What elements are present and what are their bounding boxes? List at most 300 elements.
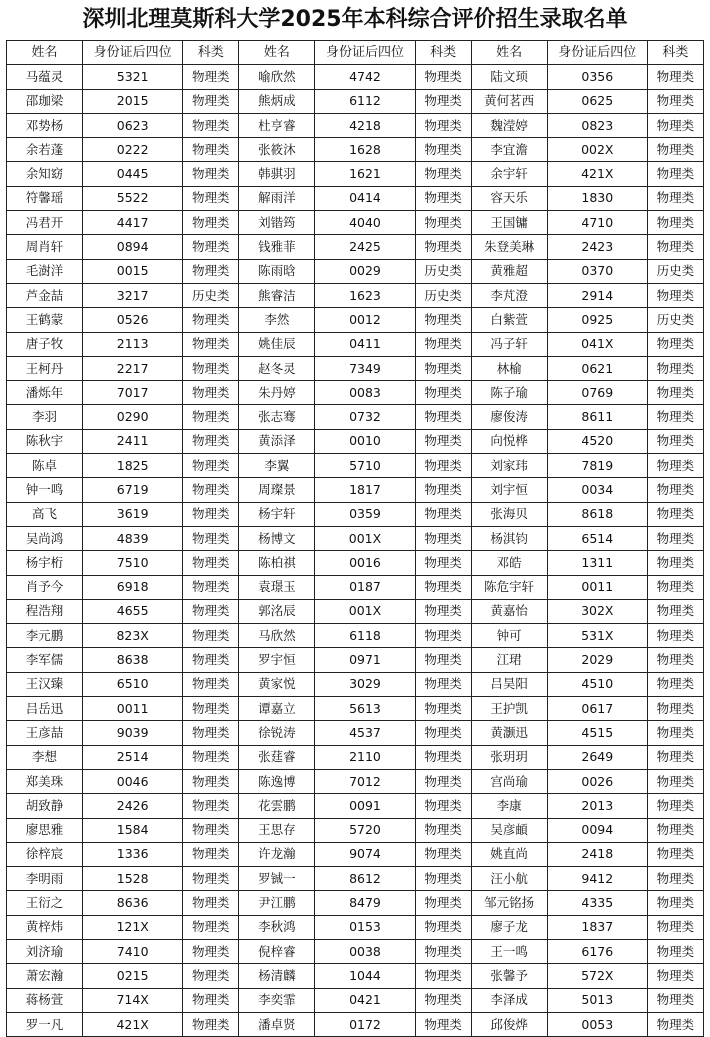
table-row: [7, 454, 704, 478]
id-last-four-cell: 1623: [315, 283, 415, 307]
header-id-2: 身份证后四位: [315, 41, 415, 65]
table-row: [7, 599, 704, 623]
id-last-four-cell: 2029: [547, 648, 647, 672]
student-name-cell: 姚直尚: [471, 842, 547, 866]
id-last-four-cell: 0172: [315, 1012, 415, 1036]
id-last-four-cell: 2113: [83, 332, 183, 356]
category-cell: 物理类: [415, 502, 471, 526]
category-cell: 物理类: [183, 818, 239, 842]
id-last-four-cell: 7017: [83, 381, 183, 405]
student-name-cell: 宫尚瑜: [471, 769, 547, 793]
id-last-four-cell: 572X: [547, 964, 647, 988]
id-last-four-cell: 0411: [315, 332, 415, 356]
table-row: [7, 1012, 704, 1036]
id-last-four-cell: 0083: [315, 381, 415, 405]
student-name-cell: 王衍之: [7, 891, 83, 915]
table-row: [7, 332, 704, 356]
category-cell: 物理类: [415, 891, 471, 915]
student-name-cell: 杜亨睿: [239, 113, 315, 137]
student-name-cell: 李明雨: [7, 867, 83, 891]
id-last-four-cell: 302X: [547, 599, 647, 623]
table-row: [7, 915, 704, 939]
student-name-cell: 袁璟玉: [239, 575, 315, 599]
id-last-four-cell: 6176: [547, 939, 647, 963]
category-cell: 物理类: [415, 113, 471, 137]
id-last-four-cell: 0971: [315, 648, 415, 672]
student-name-cell: 王柯丹: [7, 356, 83, 380]
id-last-four-cell: 5321: [83, 65, 183, 89]
category-cell: 物理类: [415, 308, 471, 332]
category-cell: 物理类: [415, 138, 471, 162]
table-row: [7, 478, 704, 502]
category-cell: 物理类: [415, 405, 471, 429]
id-last-four-cell: 7349: [315, 356, 415, 380]
student-name-cell: 肖予今: [7, 575, 83, 599]
category-cell: 物理类: [415, 381, 471, 405]
student-name-cell: 李元鹏: [7, 624, 83, 648]
id-last-four-cell: 0038: [315, 939, 415, 963]
id-last-four-cell: 0053: [547, 1012, 647, 1036]
student-name-cell: 陈秋宇: [7, 429, 83, 453]
table-header-row: [7, 41, 704, 65]
student-name-cell: 黄雅超: [471, 259, 547, 283]
student-name-cell: 刘锴筠: [239, 211, 315, 235]
category-cell: 物理类: [415, 648, 471, 672]
student-name-cell: 熊炳成: [239, 89, 315, 113]
id-last-four-cell: 4510: [547, 672, 647, 696]
id-last-four-cell: 0925: [547, 308, 647, 332]
student-name-cell: 徐锐涛: [239, 721, 315, 745]
student-name-cell: 李奕霏: [239, 988, 315, 1012]
category-cell: 物理类: [415, 745, 471, 769]
student-name-cell: 林榆: [471, 356, 547, 380]
student-name-cell: 刘宇恒: [471, 478, 547, 502]
category-cell: 物理类: [183, 1012, 239, 1036]
category-cell: 物理类: [415, 818, 471, 842]
id-last-four-cell: 6118: [315, 624, 415, 648]
table-row: [7, 818, 704, 842]
student-name-cell: 黄添泽: [239, 429, 315, 453]
category-cell: 历史类: [647, 308, 703, 332]
id-last-four-cell: 5613: [315, 697, 415, 721]
id-last-four-cell: 0359: [315, 502, 415, 526]
id-last-four-cell: 1528: [83, 867, 183, 891]
id-last-four-cell: 0026: [547, 769, 647, 793]
id-last-four-cell: 1336: [83, 842, 183, 866]
student-name-cell: 邵珈梁: [7, 89, 83, 113]
id-last-four-cell: 714X: [83, 988, 183, 1012]
id-last-four-cell: 3619: [83, 502, 183, 526]
id-last-four-cell: 7819: [547, 454, 647, 478]
category-cell: 物理类: [415, 721, 471, 745]
student-name-cell: 毛澍洋: [7, 259, 83, 283]
student-name-cell: 王一鸣: [471, 939, 547, 963]
category-cell: 物理类: [183, 648, 239, 672]
id-last-four-cell: 9039: [83, 721, 183, 745]
id-last-four-cell: 1621: [315, 162, 415, 186]
id-last-four-cell: 7510: [83, 551, 183, 575]
student-name-cell: 张筱沐: [239, 138, 315, 162]
category-cell: 物理类: [415, 478, 471, 502]
category-cell: 物理类: [647, 381, 703, 405]
student-name-cell: 潘卓贤: [239, 1012, 315, 1036]
category-cell: 物理类: [183, 939, 239, 963]
id-last-four-cell: 2426: [83, 794, 183, 818]
student-name-cell: 李羽: [7, 405, 83, 429]
student-name-cell: 姚佳辰: [239, 332, 315, 356]
category-cell: 物理类: [183, 964, 239, 988]
student-name-cell: 廖思雅: [7, 818, 83, 842]
table-row: [7, 283, 704, 307]
id-last-four-cell: 0894: [83, 235, 183, 259]
id-last-four-cell: 3029: [315, 672, 415, 696]
category-cell: 物理类: [183, 575, 239, 599]
category-cell: 物理类: [415, 599, 471, 623]
student-name-cell: 陈子瑜: [471, 381, 547, 405]
id-last-four-cell: 2411: [83, 429, 183, 453]
student-name-cell: 潘烁年: [7, 381, 83, 405]
student-name-cell: 陆文顼: [471, 65, 547, 89]
student-name-cell: 马蕴灵: [7, 65, 83, 89]
table-row: [7, 89, 704, 113]
id-last-four-cell: 001X: [315, 526, 415, 550]
id-last-four-cell: 823X: [83, 624, 183, 648]
category-cell: 物理类: [183, 842, 239, 866]
id-last-four-cell: 4040: [315, 211, 415, 235]
id-last-four-cell: 0623: [83, 113, 183, 137]
id-last-four-cell: 0012: [315, 308, 415, 332]
id-last-four-cell: 2217: [83, 356, 183, 380]
category-cell: 物理类: [415, 332, 471, 356]
student-name-cell: 张志骞: [239, 405, 315, 429]
category-cell: 物理类: [415, 65, 471, 89]
student-name-cell: 蒋杨萱: [7, 988, 83, 1012]
table-row: [7, 794, 704, 818]
id-last-four-cell: 0617: [547, 697, 647, 721]
student-name-cell: 花雲鹏: [239, 794, 315, 818]
category-cell: 物理类: [647, 575, 703, 599]
category-cell: 物理类: [183, 551, 239, 575]
table-row: [7, 381, 704, 405]
category-cell: 历史类: [647, 259, 703, 283]
student-name-cell: 陈危宇轩: [471, 575, 547, 599]
student-name-cell: 李军儒: [7, 648, 83, 672]
table-row: [7, 988, 704, 1012]
id-last-four-cell: 0011: [547, 575, 647, 599]
student-name-cell: 冯子轩: [471, 332, 547, 356]
student-name-cell: 李翼: [239, 454, 315, 478]
id-last-four-cell: 0370: [547, 259, 647, 283]
category-cell: 物理类: [647, 842, 703, 866]
id-last-four-cell: 8611: [547, 405, 647, 429]
id-last-four-cell: 1837: [547, 915, 647, 939]
id-last-four-cell: 0823: [547, 113, 647, 137]
id-last-four-cell: 1830: [547, 186, 647, 210]
category-cell: 物理类: [415, 526, 471, 550]
id-last-four-cell: 1817: [315, 478, 415, 502]
id-last-four-cell: 9412: [547, 867, 647, 891]
category-cell: 物理类: [183, 599, 239, 623]
id-last-four-cell: 4335: [547, 891, 647, 915]
id-last-four-cell: 2914: [547, 283, 647, 307]
table-row: [7, 138, 704, 162]
category-cell: 物理类: [647, 599, 703, 623]
category-cell: 物理类: [415, 89, 471, 113]
category-cell: 历史类: [415, 283, 471, 307]
id-last-four-cell: 5720: [315, 818, 415, 842]
id-last-four-cell: 6719: [83, 478, 183, 502]
student-name-cell: 魏滢婷: [471, 113, 547, 137]
category-cell: 物理类: [415, 697, 471, 721]
student-name-cell: 白紫萱: [471, 308, 547, 332]
category-cell: 物理类: [647, 89, 703, 113]
table-row: [7, 526, 704, 550]
category-cell: 物理类: [647, 672, 703, 696]
id-last-four-cell: 2423: [547, 235, 647, 259]
student-name-cell: 许龙瀚: [239, 842, 315, 866]
student-name-cell: 符馨瑶: [7, 186, 83, 210]
id-last-four-cell: 0732: [315, 405, 415, 429]
category-cell: 物理类: [415, 211, 471, 235]
category-cell: 物理类: [183, 89, 239, 113]
student-name-cell: 郭洺辰: [239, 599, 315, 623]
category-cell: 物理类: [647, 283, 703, 307]
id-last-four-cell: 4218: [315, 113, 415, 137]
category-cell: 物理类: [183, 526, 239, 550]
student-name-cell: 徐梓宸: [7, 842, 83, 866]
student-name-cell: 韩骐羽: [239, 162, 315, 186]
category-cell: 物理类: [647, 648, 703, 672]
category-cell: 物理类: [415, 162, 471, 186]
table-row: [7, 502, 704, 526]
header-id-3: 身份证后四位: [547, 41, 647, 65]
id-last-four-cell: 0016: [315, 551, 415, 575]
student-name-cell: 杨宇桁: [7, 551, 83, 575]
student-name-cell: 朱登美琳: [471, 235, 547, 259]
id-last-four-cell: 4515: [547, 721, 647, 745]
student-name-cell: 杨淇钧: [471, 526, 547, 550]
category-cell: 物理类: [647, 478, 703, 502]
student-name-cell: 萧宏瀚: [7, 964, 83, 988]
student-name-cell: 张莛睿: [239, 745, 315, 769]
category-cell: 物理类: [415, 1012, 471, 1036]
student-name-cell: 邓势杨: [7, 113, 83, 137]
table-row: [7, 235, 704, 259]
category-cell: 物理类: [183, 672, 239, 696]
student-name-cell: 邹元铭扬: [471, 891, 547, 915]
table-body: [7, 65, 704, 1037]
table-row: [7, 624, 704, 648]
category-cell: 物理类: [183, 988, 239, 1012]
student-name-cell: 黄梓炜: [7, 915, 83, 939]
header-id-1: 身份证后四位: [83, 41, 183, 65]
category-cell: 物理类: [647, 454, 703, 478]
id-last-four-cell: 8636: [83, 891, 183, 915]
student-name-cell: 钱雅菲: [239, 235, 315, 259]
student-name-cell: 尹江鹏: [239, 891, 315, 915]
student-name-cell: 冯君开: [7, 211, 83, 235]
category-cell: 物理类: [183, 65, 239, 89]
student-name-cell: 王思存: [239, 818, 315, 842]
header-name-2: 姓名: [239, 41, 315, 65]
id-last-four-cell: 041X: [547, 332, 647, 356]
category-cell: 物理类: [415, 867, 471, 891]
id-last-four-cell: 6918: [83, 575, 183, 599]
table-row: [7, 745, 704, 769]
table-row: [7, 356, 704, 380]
student-name-cell: 余知窈: [7, 162, 83, 186]
id-last-four-cell: 0215: [83, 964, 183, 988]
category-cell: 物理类: [183, 454, 239, 478]
category-cell: 物理类: [415, 842, 471, 866]
category-cell: 物理类: [647, 624, 703, 648]
table-row: [7, 551, 704, 575]
category-cell: 物理类: [183, 381, 239, 405]
id-last-four-cell: 4520: [547, 429, 647, 453]
table-row: [7, 964, 704, 988]
category-cell: 物理类: [183, 721, 239, 745]
id-last-four-cell: 0222: [83, 138, 183, 162]
student-name-cell: 王国镛: [471, 211, 547, 235]
student-name-cell: 李想: [7, 745, 83, 769]
category-cell: 物理类: [183, 891, 239, 915]
id-last-four-cell: 1311: [547, 551, 647, 575]
table-row: [7, 405, 704, 429]
student-name-cell: 陈卓: [7, 454, 83, 478]
table-row: [7, 939, 704, 963]
id-last-four-cell: 4710: [547, 211, 647, 235]
category-cell: 物理类: [183, 113, 239, 137]
category-cell: 物理类: [647, 138, 703, 162]
id-last-four-cell: 8612: [315, 867, 415, 891]
table-row: [7, 575, 704, 599]
category-cell: 物理类: [183, 429, 239, 453]
student-name-cell: 钟一鸣: [7, 478, 83, 502]
category-cell: 物理类: [183, 405, 239, 429]
table-row: [7, 721, 704, 745]
category-cell: 物理类: [183, 186, 239, 210]
id-last-four-cell: 5013: [547, 988, 647, 1012]
student-name-cell: 黄家悦: [239, 672, 315, 696]
category-cell: 物理类: [647, 113, 703, 137]
student-name-cell: 喻欣然: [239, 65, 315, 89]
student-name-cell: 周璨景: [239, 478, 315, 502]
category-cell: 历史类: [415, 259, 471, 283]
student-name-cell: 杨博文: [239, 526, 315, 550]
id-last-four-cell: 0010: [315, 429, 415, 453]
student-name-cell: 容天乐: [471, 186, 547, 210]
category-cell: 物理类: [647, 162, 703, 186]
student-name-cell: 黄嘉怡: [471, 599, 547, 623]
category-cell: 物理类: [415, 235, 471, 259]
header-name-3: 姓名: [471, 41, 547, 65]
id-last-four-cell: 7410: [83, 939, 183, 963]
category-cell: 物理类: [415, 769, 471, 793]
table-row: [7, 867, 704, 891]
table-row: [7, 648, 704, 672]
student-name-cell: 黄何茗西: [471, 89, 547, 113]
category-cell: 物理类: [415, 794, 471, 818]
category-cell: 物理类: [183, 211, 239, 235]
category-cell: 历史类: [183, 283, 239, 307]
category-cell: 物理类: [415, 429, 471, 453]
category-cell: 物理类: [647, 186, 703, 210]
student-name-cell: 杨清麟: [239, 964, 315, 988]
category-cell: 物理类: [415, 915, 471, 939]
student-name-cell: 张馨予: [471, 964, 547, 988]
student-name-cell: 张海贝: [471, 502, 547, 526]
category-cell: 物理类: [183, 745, 239, 769]
category-cell: 物理类: [647, 939, 703, 963]
student-name-cell: 罗一凡: [7, 1012, 83, 1036]
id-last-four-cell: 0094: [547, 818, 647, 842]
student-name-cell: 罗宇恒: [239, 648, 315, 672]
student-name-cell: 陈柏祺: [239, 551, 315, 575]
id-last-four-cell: 8638: [83, 648, 183, 672]
header-category-2: 科类: [415, 41, 471, 65]
student-name-cell: 马欣然: [239, 624, 315, 648]
category-cell: 物理类: [183, 794, 239, 818]
id-last-four-cell: 0526: [83, 308, 183, 332]
header-category-1: 科类: [183, 41, 239, 65]
category-cell: 物理类: [647, 405, 703, 429]
category-cell: 物理类: [183, 308, 239, 332]
id-last-four-cell: 0421: [315, 988, 415, 1012]
id-last-four-cell: 0046: [83, 769, 183, 793]
id-last-four-cell: 7012: [315, 769, 415, 793]
category-cell: 物理类: [183, 478, 239, 502]
category-cell: 物理类: [647, 891, 703, 915]
category-cell: 物理类: [647, 211, 703, 235]
id-last-four-cell: 2015: [83, 89, 183, 113]
id-last-four-cell: 0625: [547, 89, 647, 113]
id-last-four-cell: 2013: [547, 794, 647, 818]
student-name-cell: 刘家玮: [471, 454, 547, 478]
id-last-four-cell: 0015: [83, 259, 183, 283]
id-last-four-cell: 0445: [83, 162, 183, 186]
id-last-four-cell: 8618: [547, 502, 647, 526]
student-name-cell: 解雨洋: [239, 186, 315, 210]
id-last-four-cell: 2514: [83, 745, 183, 769]
student-name-cell: 唐子牧: [7, 332, 83, 356]
student-name-cell: 吴尚鸿: [7, 526, 83, 550]
header-name-1: 姓名: [7, 41, 83, 65]
id-last-four-cell: 4839: [83, 526, 183, 550]
category-cell: 物理类: [647, 988, 703, 1012]
student-name-cell: 赵冬灵: [239, 356, 315, 380]
student-name-cell: 邓皓: [471, 551, 547, 575]
id-last-four-cell: 0011: [83, 697, 183, 721]
table-row: [7, 308, 704, 332]
id-last-four-cell: 2418: [547, 842, 647, 866]
student-name-cell: 高飞: [7, 502, 83, 526]
student-name-cell: 朱丹婷: [239, 381, 315, 405]
category-cell: 物理类: [647, 65, 703, 89]
student-name-cell: 廖俊涛: [471, 405, 547, 429]
id-last-four-cell: 421X: [547, 162, 647, 186]
id-last-four-cell: 4742: [315, 65, 415, 89]
category-cell: 物理类: [647, 429, 703, 453]
category-cell: 物理类: [647, 818, 703, 842]
id-last-four-cell: 421X: [83, 1012, 183, 1036]
table-row: [7, 842, 704, 866]
student-name-cell: 李秋鸿: [239, 915, 315, 939]
student-name-cell: 李康: [471, 794, 547, 818]
student-name-cell: 谭嘉立: [239, 697, 315, 721]
student-name-cell: 陈雨晗: [239, 259, 315, 283]
table-row: [7, 113, 704, 137]
table-row: [7, 769, 704, 793]
